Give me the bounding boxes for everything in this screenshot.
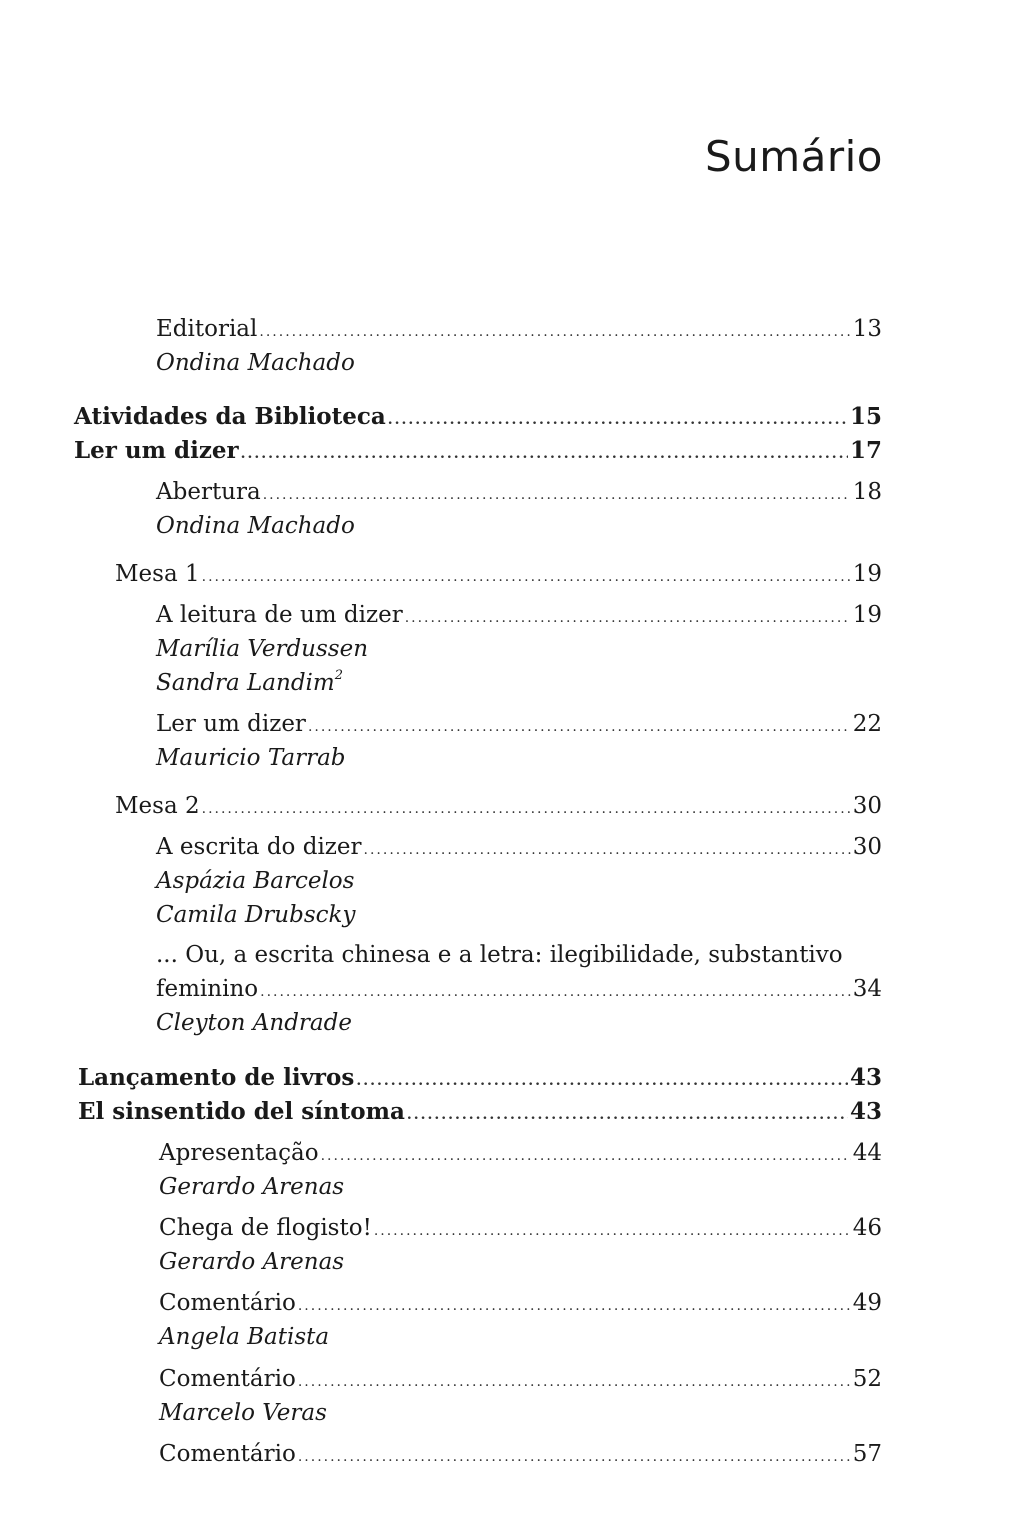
page-number: 34 <box>852 976 882 1002</box>
entry-author: Marcelo Veras <box>159 1400 327 1426</box>
dot-leader <box>298 1365 851 1399</box>
page-number: 46 <box>852 1215 882 1241</box>
toc-entry[interactable] <box>156 475 882 509</box>
dot-leader <box>388 403 848 437</box>
toc-subsection[interactable] <box>115 789 882 823</box>
dot-leader <box>259 315 850 349</box>
toc-entry[interactable] <box>159 1211 882 1245</box>
subsection-title: Mesa 1 <box>115 561 200 587</box>
toc-section[interactable] <box>74 434 882 468</box>
author-name: Sandra Landim <box>156 670 335 696</box>
dot-leader <box>356 1064 848 1098</box>
dot-leader <box>405 601 851 635</box>
section-title: Lançamento de livros <box>78 1064 355 1091</box>
toc-subsection[interactable] <box>115 557 882 591</box>
dot-leader <box>298 1440 851 1474</box>
entry-author: Ondina Machado <box>156 513 355 539</box>
section-title: Atividades da Biblioteca <box>74 403 386 430</box>
page-number: 19 <box>852 602 882 628</box>
page-number: 13 <box>852 316 882 342</box>
subsection-title: Mesa 2 <box>115 793 200 819</box>
dot-leader <box>241 437 848 471</box>
page-number: 44 <box>852 1140 882 1166</box>
entry-author: Angela Batista <box>159 1324 330 1350</box>
section-title: El sinsentido del síntoma <box>78 1098 405 1125</box>
entry-author: Mauricio Tarrab <box>156 745 346 771</box>
page-number: 17 <box>849 437 882 464</box>
entry-title: Apresentação <box>159 1140 319 1166</box>
page-number: 19 <box>852 561 882 587</box>
toc-section[interactable] <box>78 1061 882 1095</box>
dot-leader <box>374 1214 851 1248</box>
entry-title: feminino <box>156 976 259 1002</box>
dot-leader <box>263 478 851 512</box>
entry-author: Cleyton Andrade <box>156 1010 352 1036</box>
page-number: 43 <box>849 1064 882 1091</box>
toc-entry[interactable] <box>159 1136 882 1170</box>
toc-section[interactable] <box>78 1095 882 1129</box>
page-number: 30 <box>852 834 882 860</box>
dot-leader <box>407 1098 848 1132</box>
page-number: 52 <box>852 1366 882 1392</box>
entry-title: Chega de flogisto! <box>159 1215 372 1241</box>
dot-leader <box>202 560 851 594</box>
entry-title: Ler um dizer <box>156 711 306 737</box>
entry-title-first-line[interactable]: ... Ou, a escrita chinesa e a letra: ilegibilidade, substantivo <box>156 942 843 968</box>
page-number: 30 <box>852 793 882 819</box>
entry-title: Comentário <box>159 1366 296 1392</box>
dot-leader <box>321 1139 851 1173</box>
toc-entry[interactable] <box>159 1286 882 1320</box>
toc-entry[interactable] <box>156 972 882 1006</box>
toc-section[interactable] <box>74 400 882 434</box>
dot-leader <box>298 1289 851 1323</box>
page-number: 43 <box>849 1098 882 1125</box>
page-number: 57 <box>852 1441 882 1467</box>
page-number: 15 <box>849 403 882 430</box>
footnote-marker: 2 <box>334 668 343 683</box>
entry-author: Aspázia Barcelos <box>156 868 355 894</box>
toc-entry[interactable] <box>156 707 882 741</box>
page-number: 49 <box>852 1290 882 1316</box>
entry-title: A leitura de um dizer <box>156 602 403 628</box>
entry-title: Comentário <box>159 1290 296 1316</box>
dot-leader <box>364 833 851 867</box>
toc-entry[interactable] <box>159 1362 882 1396</box>
dot-leader <box>260 975 851 1009</box>
toc-entry[interactable] <box>159 1437 882 1471</box>
section-title: Ler um dizer <box>74 437 239 464</box>
entry-author: Gerardo Arenas <box>159 1174 345 1200</box>
page-number: 22 <box>852 711 882 737</box>
entry-author: Gerardo Arenas <box>159 1249 345 1275</box>
entry-title: Comentário <box>159 1441 296 1467</box>
entry-title: A escrita do dizer <box>156 834 362 860</box>
entry-author: Camila Drubscky <box>156 902 356 928</box>
page-number: 18 <box>852 479 882 505</box>
page-title: Sumário <box>704 132 883 181</box>
entry-author: Ondina Machado <box>156 350 355 376</box>
dot-leader <box>308 710 851 744</box>
entry-author: Marília Verdussen <box>156 636 369 662</box>
entry-author <box>156 666 343 700</box>
toc-entry[interactable] <box>156 312 882 346</box>
entry-title: Abertura <box>156 479 261 505</box>
entry-title: Editorial <box>156 316 258 342</box>
toc-entry[interactable] <box>156 830 882 864</box>
dot-leader <box>202 792 851 826</box>
toc-entry[interactable] <box>156 598 882 632</box>
